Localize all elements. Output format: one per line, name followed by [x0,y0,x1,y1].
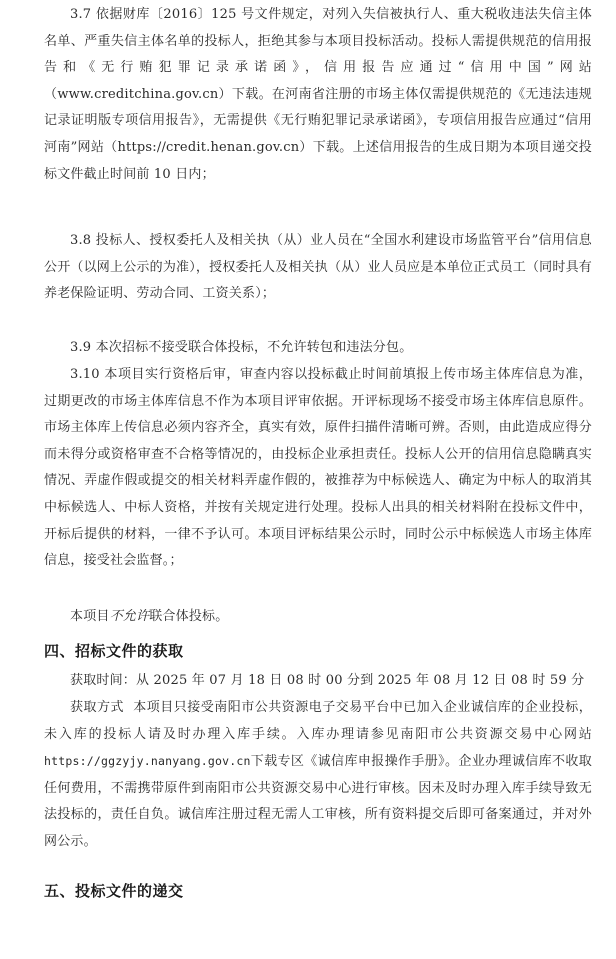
nanyang-trading-center-url[interactable]: https://ggzyjy.nanyang.gov.cn [44,754,251,769]
clause-3-9: 3.9 本次招标不接受联合体投标，不允许转包和违法分包。 [70,340,413,355]
consortium-suffix: 联合体投标。 [149,609,229,624]
acquisition-time-label: 获取时间： [70,673,137,688]
clause-3-8: 3.8 投标人、授权委托人及相关执（从）业人员在“全国水利建设市场监管平台”信用信息公开（以网上公示的为准），授权委托人及相关执（从）业人员应是本单位正式员工（同时具有养老保险证明、劳动合同、工资关系）； [44,233,592,302]
clause-3-10: 3.10 本项目实行资格后审，审查内容以投标截止时间前填报上传市场主体库信息为准，过期更改的市场主体库信息不作为本项目评审依据。开评标现场不接受市场主体库信息原件。市场主体库上传信息必须内容齐全，真实有效，原件扫描件清晰可辨。否则，由此造成应得分而未得分或资格审查不合格等情况的，由投标企业承担责任。投标人公开的信用信息隐瞒真实情况、弄虚作假或提交的相关材料弄虚作假的，被推荐为中标候选人、确定为中标人的取消其中标候选人、中标人资格，并按有关规定进行处理。投标人出具的相关材料附在投标文件中，开标后提供的材料，一律不予认可。本项目评标结果公示时，同时公示中标候选人市场主体库信息，接受社会监督。； [44,367,592,569]
clause-3-7: 3.7 依据财库〔2016〕125 号文件规定，对列入失信被执行人、重大税收违法失信主体名单、严重失信主体名单的投标人，拒绝其参与本项目投标活动。投标人需提供规范的信用报告和《无行贿犯罪记录承诺函》，信用报告应通过“信用中国”网站（www.creditchina.gov.cn）下载。在河南省注册的市场主体仅需提供规范的《无违法违规记录证明版专项信用报告》，无需提供《无行贿犯罪记录承诺函》，专项信用报告应通过“信用河南”网站（https://credit.henan.gov.cn）下载。上述信用报告的生成日期为本项目递交投标文件截止时间前 10 日内； [44,7,592,182]
acquisition-time [44,668,592,695]
consortium-prefix: 本项目 [70,609,110,624]
consortium-statement [44,604,592,631]
acquisition-method [44,695,592,856]
section-heading-4: 四、招标文件的获取 [44,642,184,660]
consortium-not-allowed: 不允许 [109,609,150,624]
acquisition-method-text-2: 下载专区《诚信库申报操作手册》。企业办理诚信库不收取任何费用，不需携带原件到南阳市公共资源交易中心进行审核。因未及时办理入库手续导致无法投标的，责任自负。诚信库注册过程无需人工审核，所有资料提交后即可备案通过，并对外网公示。 [44,754,592,849]
section-heading-5: 五、投标文件的递交 [44,882,184,900]
acquisition-method-text-1: 本项目只接受南阳市公共资源电子交易平台中已加入企业诚信库的企业投标，未入库的投标人请及时办理入库手续。入库办理请参见南阳市公共资源交易中心网站 [44,700,592,742]
acquisition-method-label: 获取方式 [70,700,125,715]
acquisition-time-value: 从 2025 年 07 月 18 日 08 时 00 分到 2025 年 08 月 12 日 08 时 59 分 [136,673,585,688]
